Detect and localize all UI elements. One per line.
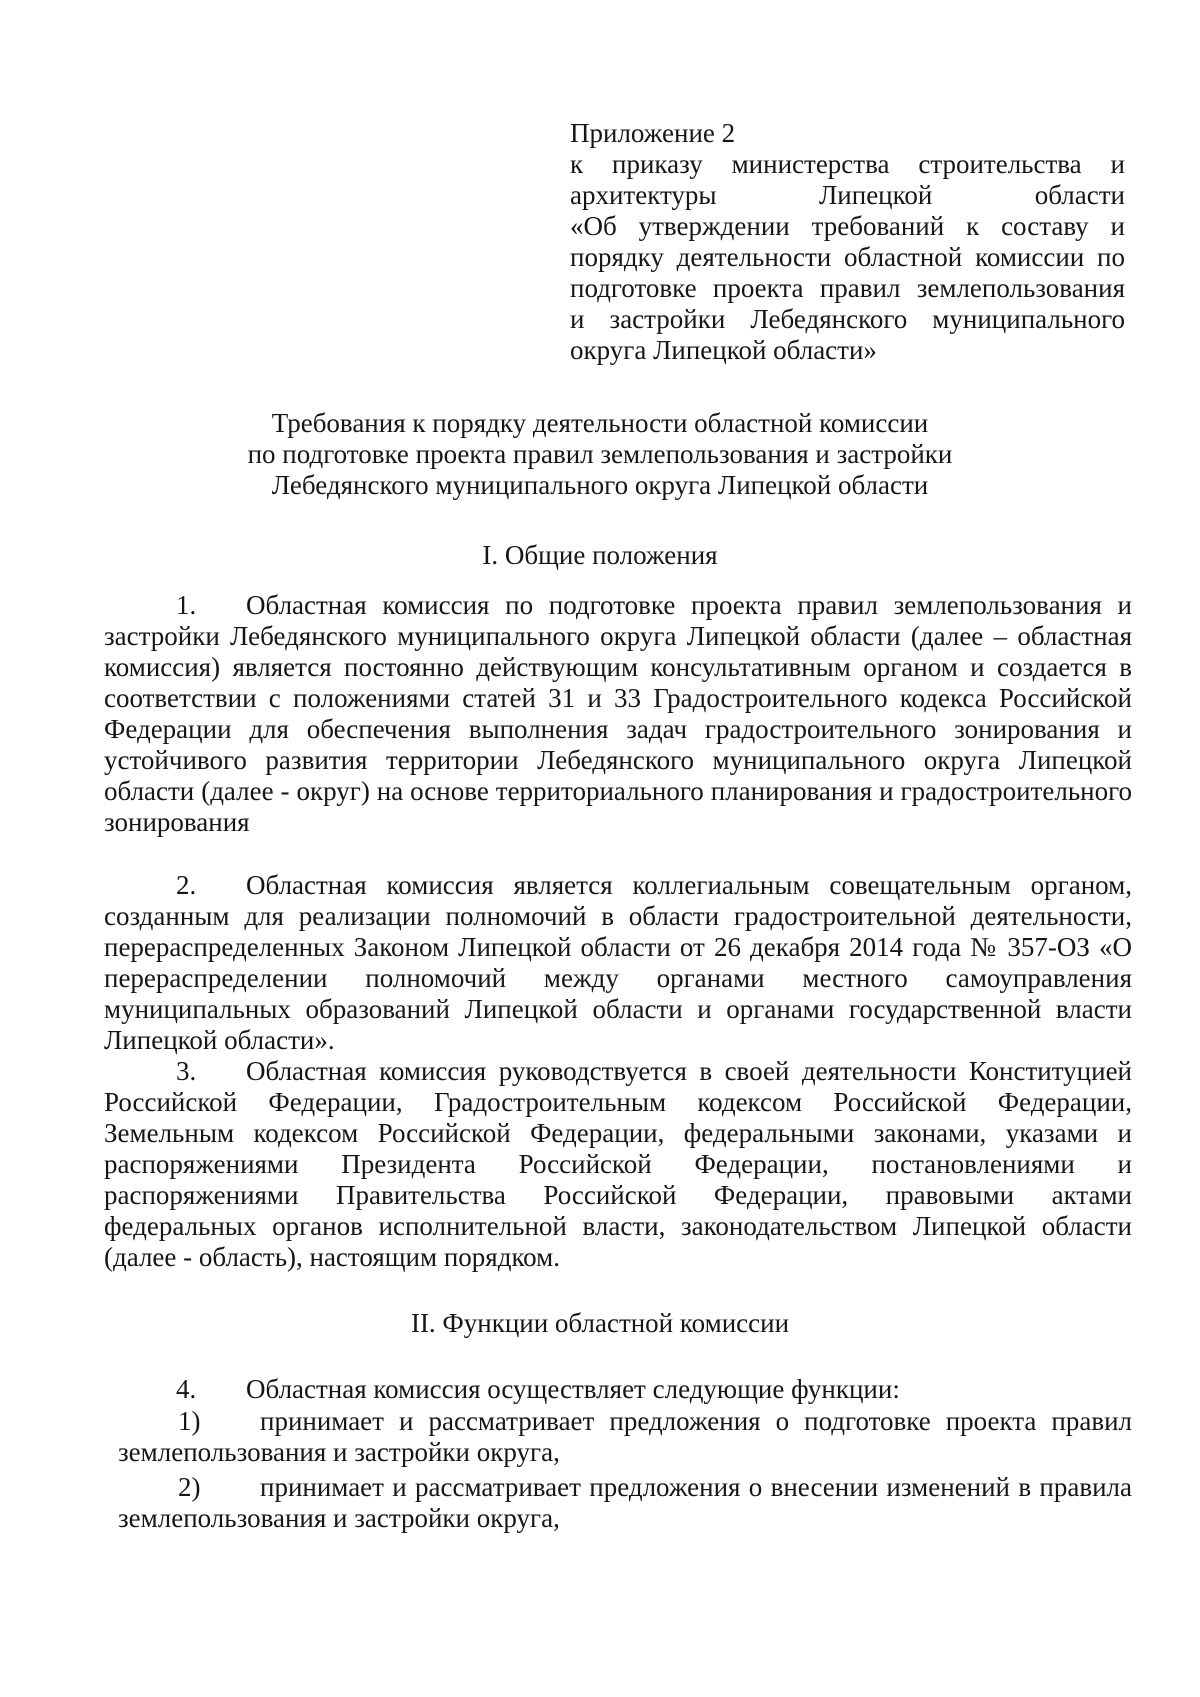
- appendix-line: Приложение 2: [570, 118, 736, 148]
- paragraph-1: [104, 590, 1132, 838]
- paragraph-number: 4.: [176, 1374, 197, 1404]
- appendix-line: архитектуры Липецкой области: [570, 180, 1125, 210]
- subitem-1: [118, 1406, 1132, 1468]
- paragraph-3: [104, 1056, 1132, 1273]
- subitem-text: принимает и рассматривает предложения о подготовке проекта правил землепользования и застройки округа,: [118, 1406, 1132, 1467]
- title-line: Лебедянского муниципального округа Липецкой области: [271, 470, 929, 500]
- paragraph-text: Областная комиссия является коллегиальным совещательным органом, созданным для реализации полномочий в области градостроительной деятельности, перераспределенных Законом Липецкой области от 26 декабря 2014 года № 357-ОЗ «О перераспределении полномочий между органами местного самоуправления муниципальных образований Липецкой области и органами государственной власти Липецкой области».: [104, 870, 1132, 1055]
- paragraph-4: [104, 1374, 1132, 1405]
- appendix-line: подготовке проекта правил землепользования: [570, 273, 1125, 303]
- appendix-line: к приказу министерства строительства и: [570, 149, 1125, 179]
- appendix-reference: [570, 118, 1125, 366]
- paragraph-2: [104, 870, 1132, 1056]
- subitem-text: принимает и рассматривает предложения о внесении изменений в правила землепользования и застройки округа,: [118, 1472, 1132, 1533]
- title-line: Требования к порядку деятельности областной комиссии: [271, 408, 929, 438]
- paragraph-text: Областная комиссия по подготовке проекта правил землепользования и застройки Лебедянского муниципального округа Липецкой области (далее – областная комиссия) является постоянно действующим консультативным органом и создается в соответствии с положениями статей 31 и 33 Градостроительного кодекса Российской Федерации для обеспечения выполнения задач градостроительного зонирования и устойчивого развития территории Лебедянского муниципального округа Липецкой области (далее - округ) на основе территориального планирования и градостроительного зонирования: [104, 590, 1132, 837]
- paragraph-number: 1.: [176, 590, 197, 620]
- section-heading-functions: II. Функции областной комиссии: [410, 1308, 790, 1338]
- appendix-line: «Об утверждении требований к составу и: [570, 211, 1125, 241]
- appendix-line: и застройки Лебедянского муниципального: [570, 304, 1125, 334]
- title-line: по подготовке проекта правил землепользования и застройки: [247, 439, 953, 469]
- document-title: [160, 408, 1040, 501]
- subitem-number: 1): [178, 1406, 201, 1436]
- appendix-line: округа Липецкой области»: [570, 335, 877, 365]
- section-heading-general: I. Общие положения: [482, 540, 718, 570]
- appendix-line: порядку деятельности областной комиссии по: [570, 242, 1125, 272]
- subitem-2: [118, 1472, 1132, 1534]
- paragraph-text: Областная комиссия осуществляет следующие функции:: [246, 1374, 900, 1404]
- paragraph-text: Областная комиссия руководствуется в своей деятельности Конституцией Российской Федерации, Градостроительным кодексом Российской Федерации, Земельным кодексом Российской Федерации, федеральными законами, указами и распоряжениями Президента Российской Федерации, постановлениями и распоряжениями Правительства Российской Федерации, правовыми актами федеральных органов исполнительной власти, законодательством Липецкой области (далее - область), настоящим порядком.: [104, 1056, 1132, 1272]
- subitem-number: 2): [178, 1472, 201, 1502]
- paragraph-number: 2.: [176, 870, 197, 900]
- paragraph-number: 3.: [176, 1056, 197, 1086]
